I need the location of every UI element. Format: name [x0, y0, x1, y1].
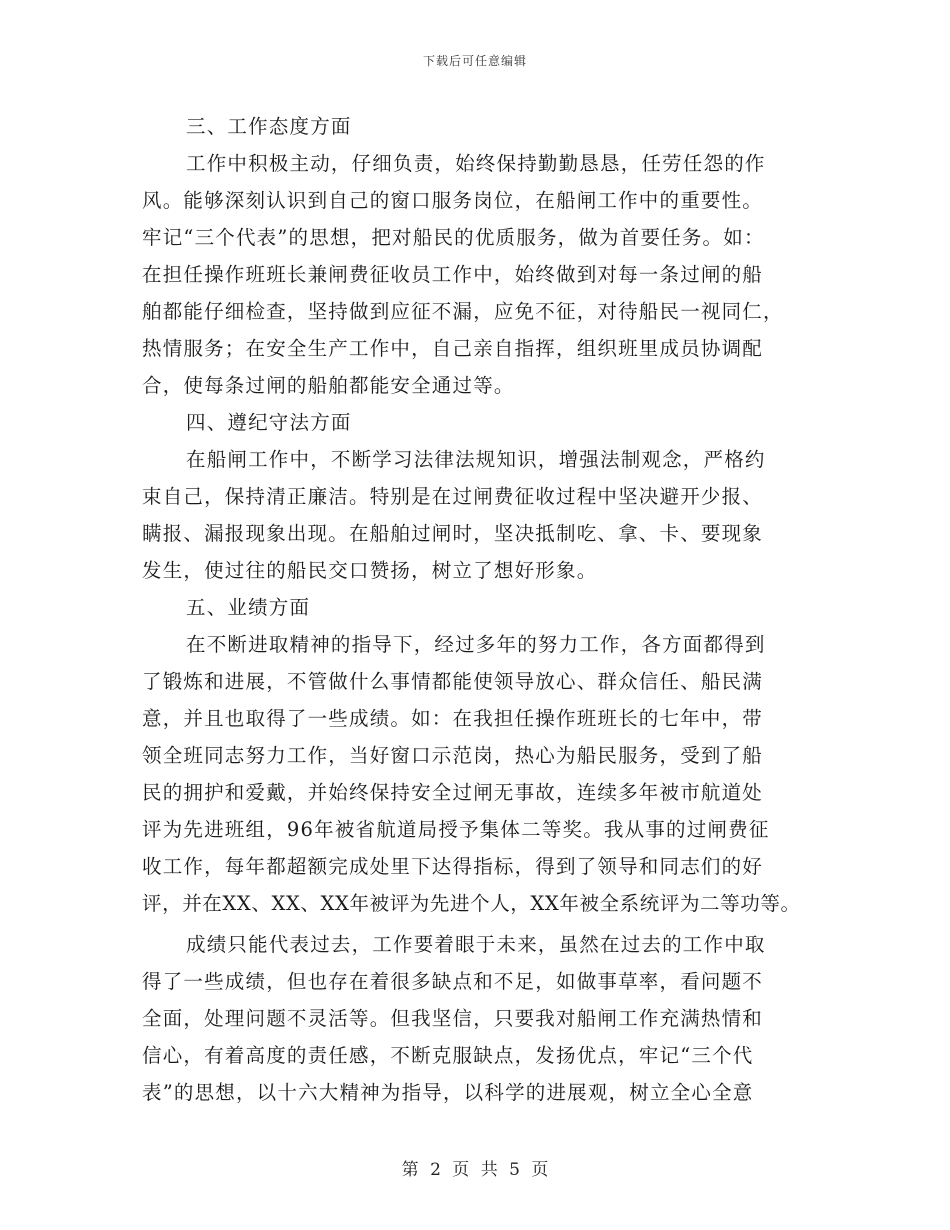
paragraph-line: 在不断进取精神的指导下，经过多年的努力工作，各方面都得到: [186, 633, 766, 656]
paragraph-line: 在担任操作班班长兼闸费征收员工作中，始终做到对每一条过闸的船: [142, 263, 764, 286]
paragraph-line: 合，使每条过闸的船舶都能安全通过等。: [142, 374, 515, 397]
page-header: 下载后可任意编辑: [422, 54, 527, 68]
page-number-footer: 第 2 页 共 5 页: [401, 1160, 549, 1180]
section-heading-attitude: 三、工作态度方面: [186, 115, 352, 138]
paragraph-line: 表”的思想，以十六大精神为指导，以科学的进展观，树立全心全意: [142, 1081, 754, 1104]
paragraph-line: 舶都能仔细检查，坚持做到应征不漏，应免不征，对待船民一视同仁，: [142, 300, 784, 323]
paragraph-line: 瞒报、漏报现象出现。在船舶过闸时，坚决抵制吃、拿、卡、要现象: [142, 522, 764, 545]
paragraph-line: 风。能够深刻认识到自己的窗口服务岗位，在船闸工作中的重要性。: [142, 189, 764, 212]
paragraph-line: 得了一些成绩，但也存在着很多缺点和不足，如做事草率，看问题不: [142, 970, 764, 993]
paragraph-line: 全面，处理问题不灵活等。但我坚信，只要我对船闸工作充满热情和: [142, 1007, 764, 1030]
paragraph-line: 评，并在XX、XX、XX年被评为先进个人，XX年被全系统评为二等功等。: [142, 892, 801, 915]
paragraph-line: 工作中积极主动，仔细负责，始终保持勤勤恳恳，任劳任怨的作: [186, 152, 766, 175]
paragraph-line: 意，并且也取得了一些成绩。如：在我担任操作班班长的七年中，带: [142, 707, 764, 730]
paragraph-line: 在船闸工作中，不断学习法律法规知识，增强法制观念，严格约: [186, 448, 766, 471]
paragraph-line: 信心，有着高度的责任感，不断克服缺点，发扬优点，牢记“三个代: [142, 1044, 754, 1067]
paragraph-line: 成绩只能代表过去，工作要着眼于未来，虽然在过去的工作中取: [186, 933, 766, 956]
section-heading-achievements: 五、业绩方面: [186, 596, 311, 619]
paragraph-line: 发生，使过往的船民交口赞扬，树立了想好形象。: [142, 559, 598, 582]
paragraph-line: 束自己，保持清正廉洁。特别是在过闸费征收过程中坚决避开少报、: [142, 485, 764, 508]
paragraph-line: 领全班同志努力工作，当好窗口示范岗，热心为船民服务，受到了船: [142, 744, 764, 767]
paragraph-line: 牢记“三个代表”的思想，把对船民的优质服务，做为首要任务。如：: [142, 226, 765, 249]
document-body: [142, 108, 832, 1111]
paragraph-line: 评为先进班组，96年被省航道局授予集体二等奖。我从事的过闸费征: [142, 818, 770, 841]
paragraph-line: 了锻炼和进展，不管做什么事情都能使领导放心、群众信任、船民满: [142, 670, 764, 693]
section-heading-law: 四、遵纪守法方面: [186, 411, 352, 434]
paragraph-line: 收工作，每年都超额完成处里下达得指标，得到了领导和同志们的好: [142, 855, 764, 878]
paragraph-line: 民的拥护和爱戴，并始终保持安全过闸无事故，连续多年被市航道处: [142, 781, 764, 804]
paragraph-line: 热情服务；在安全生产工作中，自己亲自指挥，组织班里成员协调配: [142, 337, 764, 360]
